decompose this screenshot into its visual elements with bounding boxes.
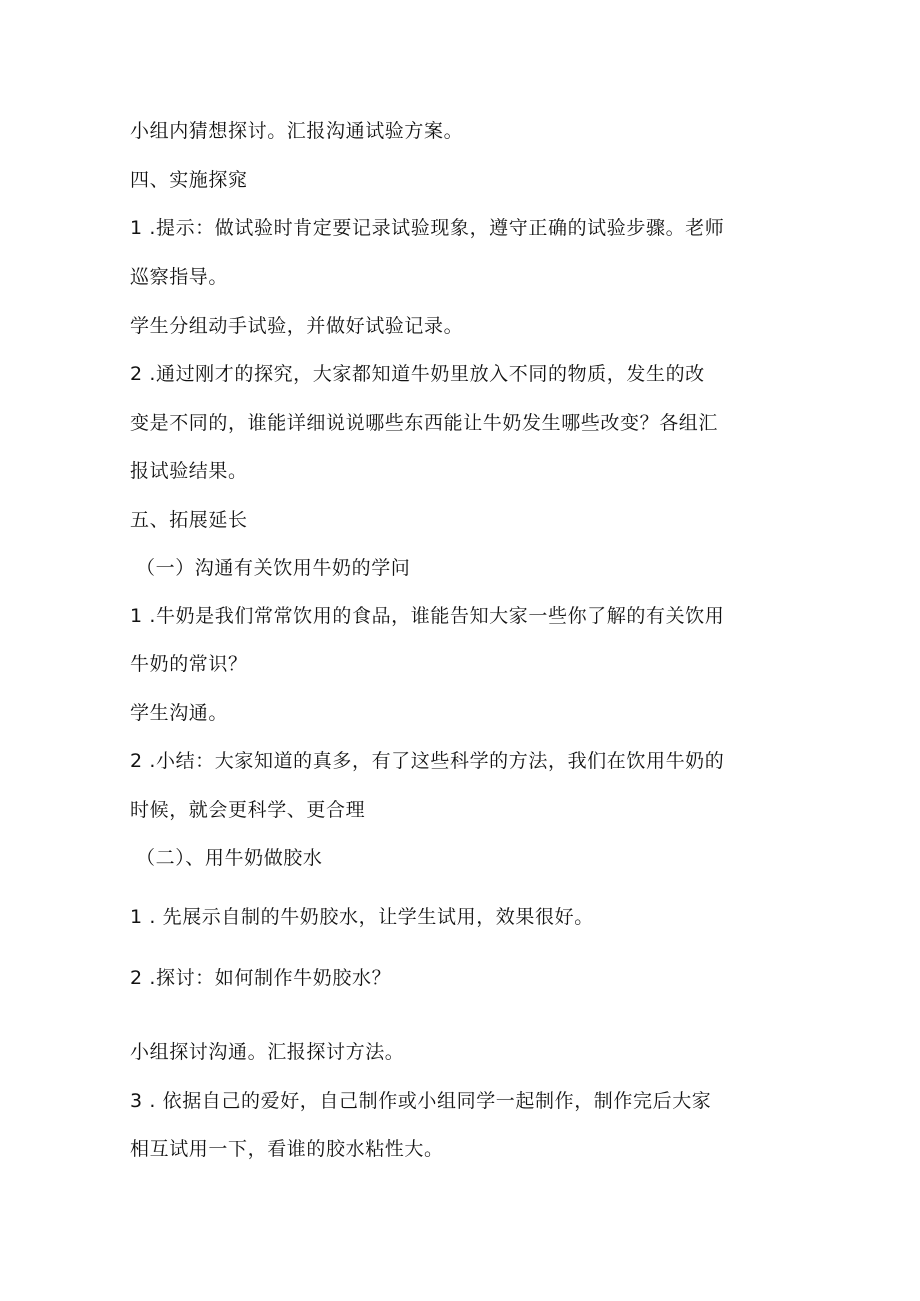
paragraph-line: 牛奶的常识？	[130, 653, 248, 675]
paragraph-line: 1 . 先展示自制的牛奶胶水，让学生试用，效果很好。	[130, 906, 594, 928]
paragraph-line: 小组探讨沟通。汇报探讨方法。	[130, 1041, 405, 1063]
paragraph-line: 时候，就会更科学、更合理	[130, 799, 366, 821]
paragraph-line: 1 .提示：做试验时肯定要记录试验现象，遵守正确的试验步骤。老师	[130, 217, 725, 239]
subsection-heading: （二）、用牛奶做胶水	[136, 847, 323, 869]
paragraph-line: 2 .探讨：如何制作牛奶胶水？	[130, 967, 392, 989]
section-heading: 四、实施探窕	[130, 169, 248, 191]
paragraph-line: 报试验结果。	[130, 460, 248, 482]
subsection-heading: （一）沟通有关饮用牛奶的学问	[136, 557, 411, 579]
paragraph-line: 2 .小结：大家知道的真多，有了这些科学的方法，我们在饮用牛奶的	[130, 750, 725, 772]
section-heading: 五、拓展延长	[130, 509, 248, 531]
paragraph-line: 相互试用一下，看谁的胶水粘性大。	[130, 1138, 444, 1160]
paragraph-line: 3 . 依据自己的爱好，自己制作或小组同学一起制作，制作完后大家	[130, 1090, 712, 1112]
paragraph-line: 巡察指导。	[130, 266, 229, 288]
paragraph-line: 变是不同的，谁能详细说说哪些东西能让牛奶发生哪些改变？各组汇	[130, 412, 719, 434]
paragraph-line: 学生分组动手试验，并做好试验记录。	[130, 315, 464, 337]
paragraph-line: 2 .通过刚才的探究，大家都知道牛奶里放入不同的物质，发生的改	[130, 363, 705, 385]
paragraph-line: 学生沟通。	[130, 702, 229, 724]
paragraph-line: 1 .牛奶是我们常常饮用的食品，谁能告知大家一些你了解的有关饮用	[130, 605, 725, 627]
paragraph-line: 小组内猜想探讨。汇报沟通试验方案。	[130, 120, 464, 142]
